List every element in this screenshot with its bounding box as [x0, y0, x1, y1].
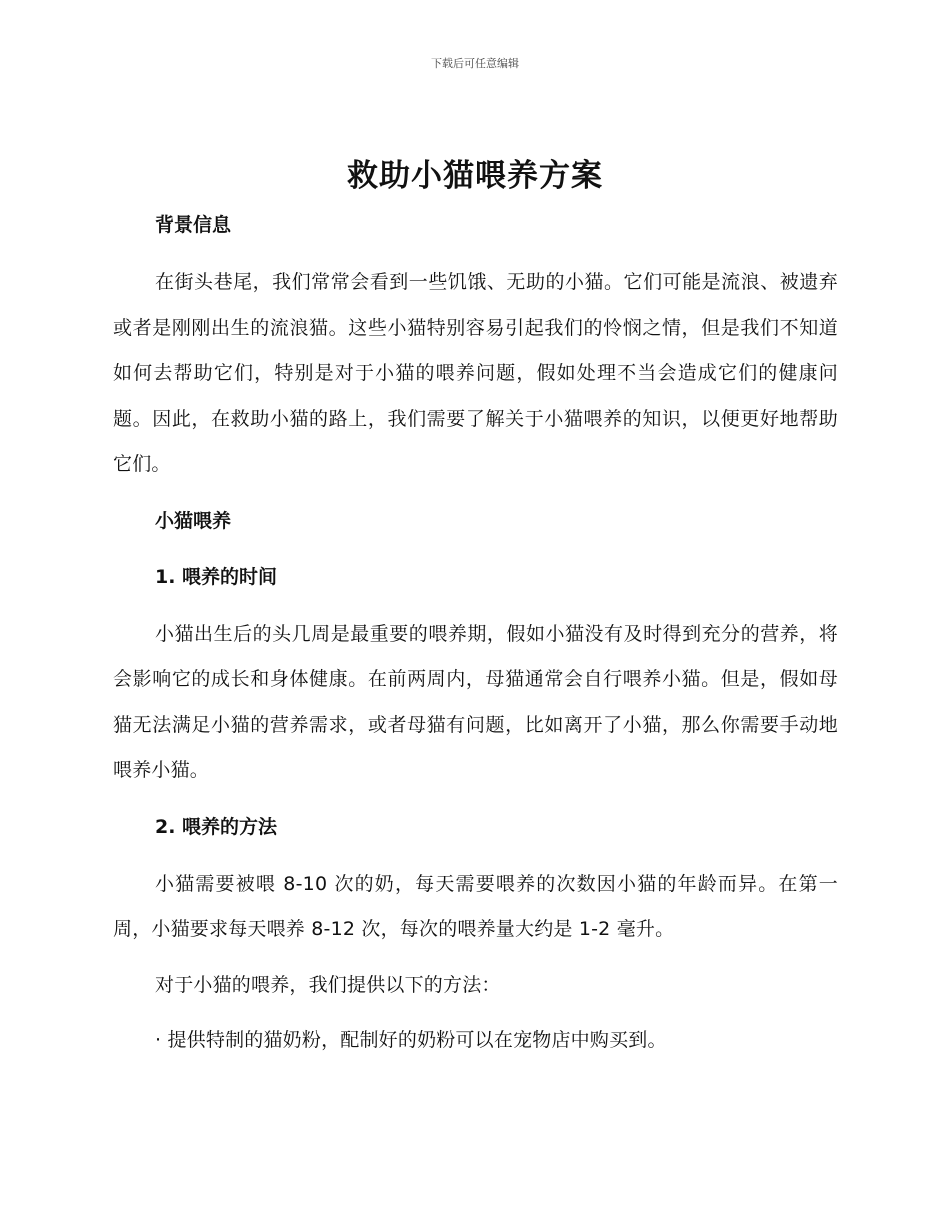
section-heading-feeding-method: 2. 喂养的方法	[155, 815, 278, 838]
list-item-milk-powder: · 提供特制的猫奶粉，配制好的奶粉可以在宠物店中购买到。	[155, 1029, 667, 1051]
section-heading-background: 背景信息	[155, 214, 232, 236]
section-heading-feeding-time: 1. 喂养的时间	[155, 565, 278, 588]
paragraph-background: 在街头巷尾，我们常常会看到一些饥饿、无助的小猫。它们可能是流浪、被遗弃或者是刚刚出生的流浪猫。这些小猫特别容易引起我们的怜悯之情，但是我们不知道如何去帮助它们，特别是对于小猫的喂养问题，假如处理不当会造成它们的健康问题。因此，在救助小猫的路上，我们需要了解关于小猫喂养的知识，以便更好地帮助它们。	[113, 271, 838, 475]
section-heading-kitten-feeding: 小猫喂养	[155, 509, 232, 532]
paragraph-feeding-time: 小猫出生后的头几周是最重要的喂养期，假如小猫没有及时得到充分的营养，将会影响它的成长和身体健康。在前两周内，母猫通常会自行喂养小猫。但是，假如母猫无法满足小猫的营养需求，或者母猫有问题，比如离开了小猫，那么你需要手动地喂养小猫。	[113, 622, 838, 781]
paragraph-methods-intro: 对于小猫的喂养，我们提供以下的方法：	[155, 973, 501, 996]
document-body	[113, 202, 838, 1064]
document-title: 救助小猫喂养方案	[347, 158, 603, 194]
header-note: 下载后可任意编辑	[431, 57, 519, 70]
paragraph-feeding-method: 小猫需要被喂 8-10 次的奶，每天需要喂养的次数因小猫的年龄而异。在第一周，小猫要求每天喂养 8-12 次，每次的喂养量大约是 1-2 毫升。	[113, 872, 838, 940]
